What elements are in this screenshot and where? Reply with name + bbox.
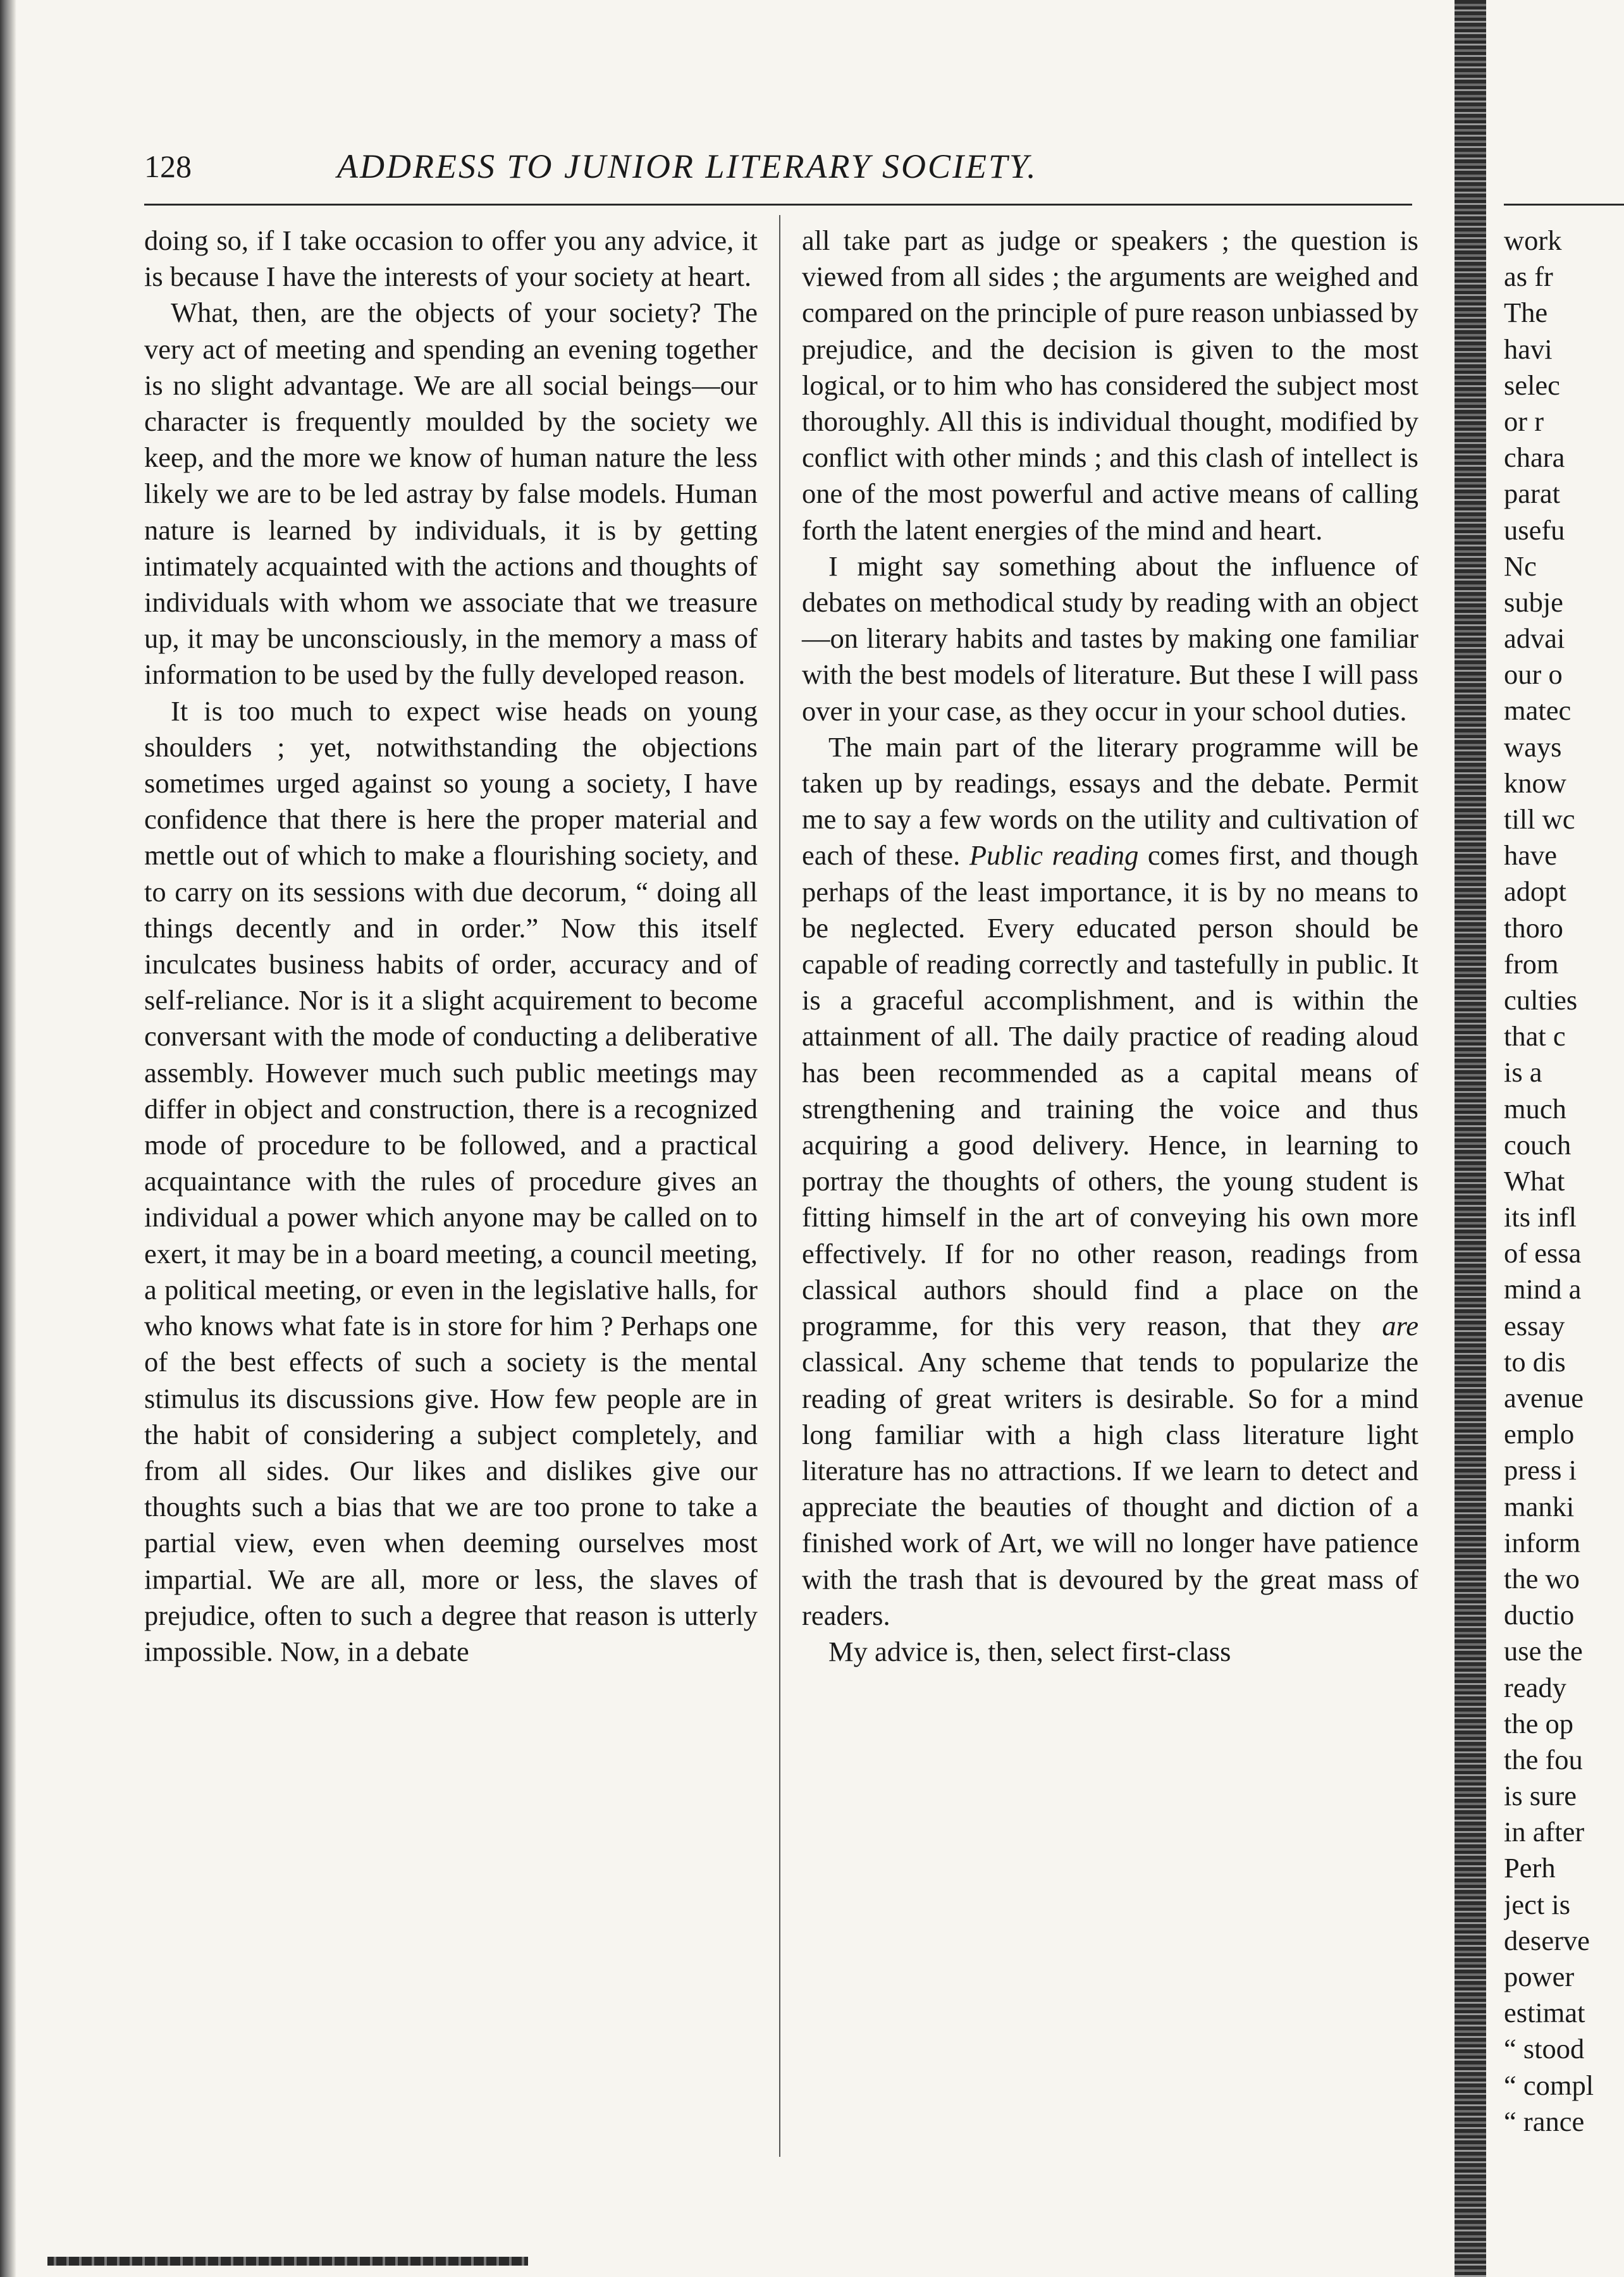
fragment-line: the op [1504,1707,1573,1739]
footer-mark [47,2257,528,2266]
fragment-line: deserve [1504,1924,1590,1956]
fragment-line: that c [1504,1020,1566,1052]
fragment-line: the fou [1504,1743,1583,1775]
fragment-line: chara [1504,441,1565,474]
fragment-line: avenue [1504,1382,1584,1414]
left-column [144,223,758,1670]
fragment-line: advai [1504,622,1565,655]
fragment-line: of essa [1504,1237,1582,1269]
paragraph: What, then, are the objects of your society? The very act of meeting and spending an evening together is no slight advantage. We are all social beings—our character is frequently moulded by the society we keep, and the more we know of human nature the less likely we are to be led astray by false models. Human nature is learned by individuals, it is by getting intimately acquainted with the actions and thoughts of individuals with whom we associate that we treasure up, it may be unconsciously, in the memory a mass of information to be used by the fully developed reason. [144,297,758,691]
fragment-line: have [1504,839,1558,872]
paragraph [802,729,1418,1634]
fragment-line: Perh [1504,1852,1556,1884]
page-number: 128 [144,149,192,184]
fragment-line: its infl [1504,1201,1577,1233]
fragment-line: emplo [1504,1418,1575,1450]
fragment-line: inform [1504,1526,1581,1558]
fragment-line: Nc [1504,550,1537,582]
fragment-line: thoro [1504,911,1563,944]
fragment-line: essay [1504,1309,1565,1342]
fragment-line: use the [1504,1635,1583,1667]
fragment-line: culties [1504,984,1578,1016]
paragraph: It is too much to expect wise heads on young shoulders ; yet, notwithstanding the objections sometimes urged against so young a society, I have confidence that there is here the proper material and mettle out of which to make a flourishing society, and to carry on its sessions with due decorum, “ doing all things decently and in order.” Now this itself inculcates business habits of order, accuracy and of self-reliance. Nor is it a slight acquirement to become conversant with the mode of conducting a deliberative assembly. However much such public meetings may differ in object and construction, there is a recognized mode of procedure to be followed, and a practical acquaintance with the rules of procedure gives an individual a power which anyone may be called on to exert, it may be in a board meeting, a council meeting, a political meeting, or even in the legislative halls, for who knows what fate is in store for him ? Perhaps one of the best effects of such a society is the mental stimulus its discussions give. How few people are in the habit of considering a subject completely, and from all sides. Our likes and dislikes give our thoughts such a bias that we are too prone to take a partial view, even when deeming ourselves most impartial. We are all, more or less, the slaves of prejudice, often to such a degree that reason is utterly impossible. Now, in a debate [144,694,758,1667]
paragraph: I might say something about the influence of debates on methodical study by reading with an object—on literary habits and tastes by making one familiar with the best models of literature. But these I will pass over in your case, as they occur in your school duties. [802,550,1418,727]
fragment-line: ways [1504,731,1562,763]
paragraph: My advice is, then, select first-class [828,1635,1231,1667]
fragment-line: press i [1504,1454,1577,1486]
running-title: ADDRESS TO JUNIOR LITERARY SOCIETY. [337,147,1038,185]
fragment-line: ductio [1504,1599,1575,1631]
fragment-line: to dis [1504,1345,1566,1378]
next-page-rule [1504,204,1624,206]
text-run: classical. Any scheme that tends to popularize the reading of great writers is desirable. So for a mind long familiar with a high class literature light literature has no attractions. If we learn to detect and appreciate the beauties of thought and diction of a finished work of Art, we will no longer have patience with the trash that is devoured by the great mass of readers. [802,1346,1418,1631]
fragment-line: much [1504,1092,1566,1125]
header-rule [144,204,1412,206]
fragment-line: havi [1504,333,1553,365]
fragment-line: as fr [1504,261,1553,293]
fragment-line: from [1504,947,1559,980]
fragment-line: work [1504,225,1562,256]
fragment-line: usefu [1504,514,1565,546]
paragraph: all take part as judge or speakers ; the question is viewed from all sides ; the arguments are weighed and compared on the principle of pure reason unbiassed by prejudice, and the decision is given to the most logical, or to him who has considered the subject most thoroughly. All this is individual thought, modified by conflict with other minds ; and this clash of intellect is one of the most powerful and active means of calling forth the latent energies of the mind and heart. [802,225,1418,546]
fragment-line: estimat [1504,1997,1585,2029]
fragment-line: our o [1504,658,1563,691]
paragraph: doing so, if I take occasion to offer you any advice, it is because I have the interests of your society at heart. [144,225,758,293]
fragment-line: the wo [1504,1562,1580,1595]
right-column [802,223,1418,1670]
page-header [144,144,1409,188]
fragment-line: parat [1504,478,1560,510]
fragment-line: know [1504,767,1566,799]
fragment-line: What [1504,1164,1565,1197]
fragment-line: “ compl [1504,2069,1594,2101]
column-divider [779,215,780,2157]
fragment-line: ject is [1504,1888,1571,1920]
fragment-line: ready [1504,1671,1566,1703]
italic-term: are [1382,1310,1418,1342]
binding-shadow [0,0,16,2277]
fragment-line: “ stood [1504,2033,1585,2065]
fragment-line: “ rance [1504,2105,1585,2137]
fragment-line: or r [1504,405,1544,437]
fragment-line: till wc [1504,803,1575,835]
text-run: comes first, and though perhaps of the least importance, it is by no means to be neglected. Every educated person should be capable of reading correctly and tastefully in public. It is a graceful accomplishment, and is within the attainment of all. The daily practice of reading aloud has been recommended as a capital means of strengthening and training the voice and thus acquiring a good delivery. Hence, in learning to portray the thoughts of others, the young student is fitting himself in the art of conveying his own more effectively. If for no other reason, readings from classical authors should find a place on the programme, for this very reason, that they [802,839,1418,1342]
fragment-line: selec [1504,369,1560,401]
page-binding-strip [1455,0,1486,2277]
fragment-line: subje [1504,586,1563,618]
fragment-line: in after [1504,1816,1585,1848]
fragment-line: matec [1504,694,1572,727]
next-page-fragment [1504,223,1624,2140]
text-run: The main part of the literary programme will be taken up by readings, essays and the debate. Permit me to say a few words on the utility and cultivation of each of these. [802,731,1418,872]
fragment-line: manki [1504,1490,1575,1522]
fragment-line: The [1504,297,1548,329]
italic-term: Public reading [969,839,1139,872]
fragment-line: adopt [1504,875,1566,908]
fragment-line: mind a [1504,1273,1582,1305]
fragment-line: couch [1504,1128,1572,1161]
fragment-line: is sure [1504,1780,1577,1812]
fragment-line: power [1504,1961,1575,1992]
fragment-line: is a [1504,1056,1542,1089]
